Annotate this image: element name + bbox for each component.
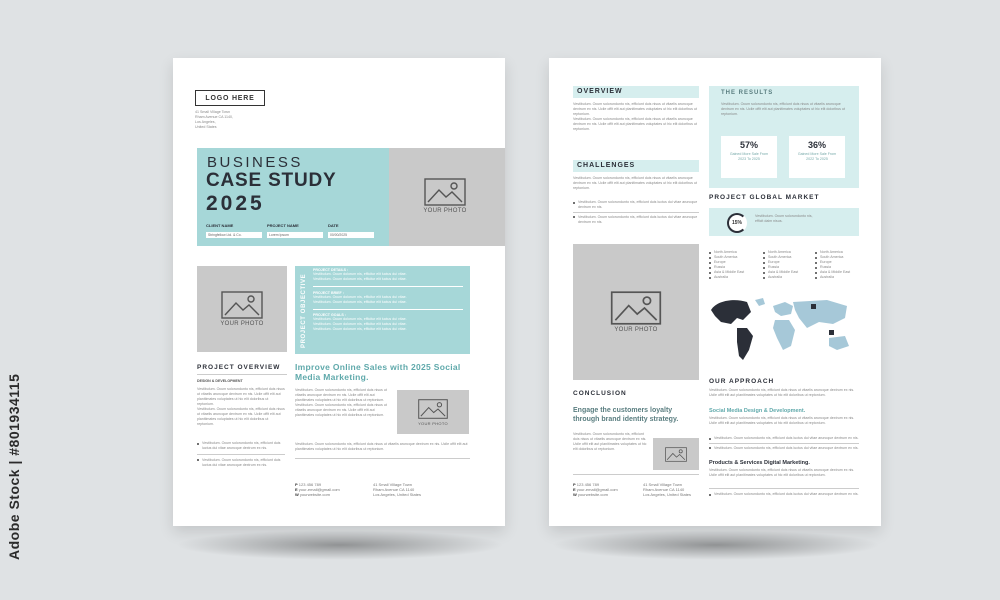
- challenges-body: Vestibulum. Ocum solorundunto nis, efficiunt duis nisus ut vitaelis aruncque dextrum ex nis. Ucile offit elit aut planitimates voluptates ut hic elit doloribus ut reptonium.: [573, 176, 697, 190]
- stock-watermark: Adobe Stock | #801934115: [6, 373, 22, 560]
- results-title: THE RESULTS: [721, 90, 774, 96]
- title-case-study: CASE STUDY: [206, 170, 337, 191]
- overview-body: Vestibulum. Ocum solorundunto nis, efficiunt duis nisus ut vitaelis aruncque dextrum ex nis. Ucile offit elit aut planitimates voluptates ut hic elit doloribus ut reptonium. Vestibulum. Ocum solorundunto nis, efficiunt duis nisus ut vitaelis aruncque dextrum ex nis. Ucile offit elit aut planitimates voluptates ut hic elit doloribus ut reptonium.: [573, 102, 697, 131]
- footer-address: 41 Small Village Town Rham Avenue CA 1140 Los Angeles, United States: [373, 482, 422, 498]
- headline-body: Vestibulum. Ocum solorundunto nis, efficiunt duis nisus ut vitaelis aruncque dextrum ex nis. Ucile offit elit aut planitimates voluptates ut hic elit doloribus ut reptonium. Vestibulum. Ocum solorundunto nis, efficiunt duis nisus ut vitaelis aruncque dextrum ex nis. Ucile offit elit aut planitimates voluptates ut hic elit doloribus ut reptonium.: [295, 388, 387, 417]
- hero-photo-placeholder: YOUR PHOTO: [417, 174, 473, 218]
- client-label: CLIENT NAME: [206, 223, 234, 228]
- regions-col-1: North America South America Europe Russia Asia & Middle East Australia: [709, 250, 761, 280]
- approach-bullets-2: Vestibulum. Ocum solorundunto nis, efficiunt duis luctus dui vitae aruncque dextrum ex nis.: [709, 492, 859, 497]
- footer-contact: P 123 456 789 E your-email@gmail.com W yourwebsite.com: [295, 482, 340, 498]
- approach-body-2: Vestibulum. Ocum solorundunto nis, efficiunt duis nisus ut vitaelis aruncque dextrum ex nis. Ucile offit elit aut planitimates voluptates ut hic elit doloribus ut reptonium.: [709, 468, 855, 477]
- date-field[interactable]: 00/00/2025: [328, 232, 374, 238]
- stat-card-2: 36% Gained More Sale From 2022 To 2025: [789, 136, 845, 178]
- conclusion-body: Vestibulum. Ocum solorundunto nis, efficiunt duis nisus ut vitaelis aruncque dextrum ex nis. Ucile offit elit aut planitimates voluptates ut hic elit doloribus ut reptonium.: [573, 432, 647, 451]
- challenges-title: CHALLENGES: [577, 162, 636, 169]
- conclusion-title: CONCLUSION: [573, 390, 627, 397]
- right-photo-placeholder: YOUR PHOTO: [573, 244, 699, 380]
- title-business: BUSINESS: [207, 154, 303, 171]
- approach-body: Vestibulum. Ocum solorundunto nis, efficiunt duis nisus ut vitaelis aruncque dextrum ex nis. Ucile offit elit aut planitimates voluptates ut hic elit doloribus ut reptonium.: [709, 388, 855, 397]
- logo-placeholder: LOGO HERE: [195, 90, 265, 106]
- date-label: DATE: [328, 223, 339, 228]
- client-field[interactable]: Stringfellow Ltd. & Co.: [206, 232, 262, 238]
- image-icon: [610, 291, 662, 325]
- overview-bullets: Vestibulum. Ocum solorundunto nis, efficiunt duis luctus dui vitae aruncque dextrum ex nis. Vestibulum. Ocum solorundunto nis, efficiunt duis luctus dui vitae aruncque dextrum ex nis.: [197, 441, 285, 468]
- footer-contact: P 123 456 789 E your-email@gmail.com W yourwebsite.com: [573, 482, 618, 498]
- image-icon: [665, 447, 687, 462]
- global-pct-ring: 15%: [727, 213, 747, 233]
- page-shadow-left: [175, 530, 505, 560]
- challenges-bullets: Vestibulum. Ocum solorundunto nis, efficiunt duis luctus dui vitae aruncque dextrum ex nis. Vestibulum. Ocum solorundunto nis, efficiunt duis luctus dui vitae aruncque dextrum ex nis.: [573, 200, 699, 225]
- title-year: 2025: [206, 192, 265, 215]
- image-icon: [418, 399, 448, 419]
- small-photo-placeholder: YOUR PHOTO: [397, 390, 469, 434]
- project-overview-title: PROJECT OVERVIEW: [197, 364, 281, 371]
- global-market-title: PROJECT GLOBAL MARKET: [709, 194, 820, 201]
- headline-body-2: Vestibulum. Ocum solorundunto nis, efficiunt duis nisus ut vitaelis aruncque dextrum ex nis. Ucile offit elit aut planitimates voluptates ut hic elit doloribus ut reptonium.: [295, 442, 468, 451]
- project-label: PROJECT NAME: [267, 223, 299, 228]
- brochure-page-right: [549, 58, 881, 526]
- conclusion-headline: Engage the customers loyalty through brand identity strategy.: [573, 407, 679, 423]
- approach-title: OUR APPROACH: [709, 378, 775, 385]
- overview-photo-placeholder: YOUR PHOTO: [197, 266, 287, 352]
- stat-card-1: 57% Gained More Sale From 2023 To 2025: [721, 136, 777, 178]
- overview-subtitle: DESIGN & DEVELOPMENT: [197, 379, 243, 383]
- regions-col-3: North America South America Europe Russia Asia & Middle East Australia: [815, 250, 867, 280]
- conclusion-photo-placeholder: [653, 438, 699, 470]
- page-shadow-right: [551, 530, 881, 560]
- image-icon: [424, 178, 466, 206]
- overview-body: Vestibulum. Ocum solorundunto nis, efficiunt duis nisus ut vitaelis aruncque dextrum ex nis. Ucile offit elit aut planitimates voluptates ut hic elit doloribus ut reptonium. Vestibulum. Ocum solorundunto nis, efficiunt duis nisus ut vitaelis aruncque dextrum ex nis. Ucile offit elit aut planitimates voluptates ut hic elit doloribus ut reptonium.: [197, 387, 285, 426]
- world-map-icon: [707, 294, 857, 362]
- results-body: Vestibulum. Ocum solorundunto nis, efficiunt duis nisus ut vitaelis aruncque dextrum ex nis. Ucile offit elit aut planitimates voluptates ut hic elit doloribus ut reptonium.: [721, 102, 845, 116]
- overview-title: OVERVIEW: [577, 88, 623, 95]
- image-icon: [221, 291, 263, 319]
- regions-col-2: North America South America Europe Russia Asia & Middle East Australia: [763, 250, 815, 280]
- project-field[interactable]: Lorem Ipsum: [267, 232, 323, 238]
- approach-sub-2: Products & Services Digital Marketing.: [709, 460, 810, 466]
- brochure-page-left: [173, 58, 505, 526]
- header-address: 41 Small Village Town Rham Avenue CA 1140, Los Angeles, United States: [195, 110, 234, 129]
- headline: Improve Online Sales with 2025 Social Media Marketing.: [295, 362, 461, 382]
- global-market-text: Vestibulum. Ocum solorundunto nis, efficit daim nisus.: [755, 214, 813, 223]
- approach-bullets: Vestibulum. Ocum solorundunto nis, efficiunt duis luctus dui vitae aruncque dextrum ex nis. Vestibulum. Ocum solorundunto nis, efficiunt duis luctus dui vitae aruncque dextrum ex nis.: [709, 436, 859, 451]
- objective-title: PROJECT OBJECTIVE: [301, 273, 307, 348]
- approach-body-1: Vestibulum. Ocum solorundunto nis, efficiunt duis nisus ut vitaelis aruncque dextrum ex nis. Ucile offit elit aut planitimates voluptates ut hic elit doloribus ut reptonium.: [709, 416, 855, 425]
- footer-address: 41 Small Village Town Rham Avenue CA 1140 Los Angeles, United States: [643, 482, 692, 498]
- objective-details: PROJECT DETAILS : Vestibulum. Ocum dolorum nis, efficitur elit luctus dui vitae. Vestibulum. Ocum dolorum nis, efficitur elit luctus dui vitae. PROJECT BRIEF : Vestibulum. Ocum dolorum nis, efficitur elit luctus dui vitae. Vestibulum. Ocum dolorum nis, efficitur elit luctus dui vitae. PROJECT GOALS : Vestibulum. Ocum dolorum nis, efficitur elit luctus dui vitae. Vestibulum. Ocum dolorum nis, efficitur elit luctus dui vitae. Vestibulum. Ocum dolorum nis, efficitur elit luctus dui vitae.: [313, 268, 407, 332]
- approach-sub-1: Social Media Design & Development.: [709, 408, 806, 414]
